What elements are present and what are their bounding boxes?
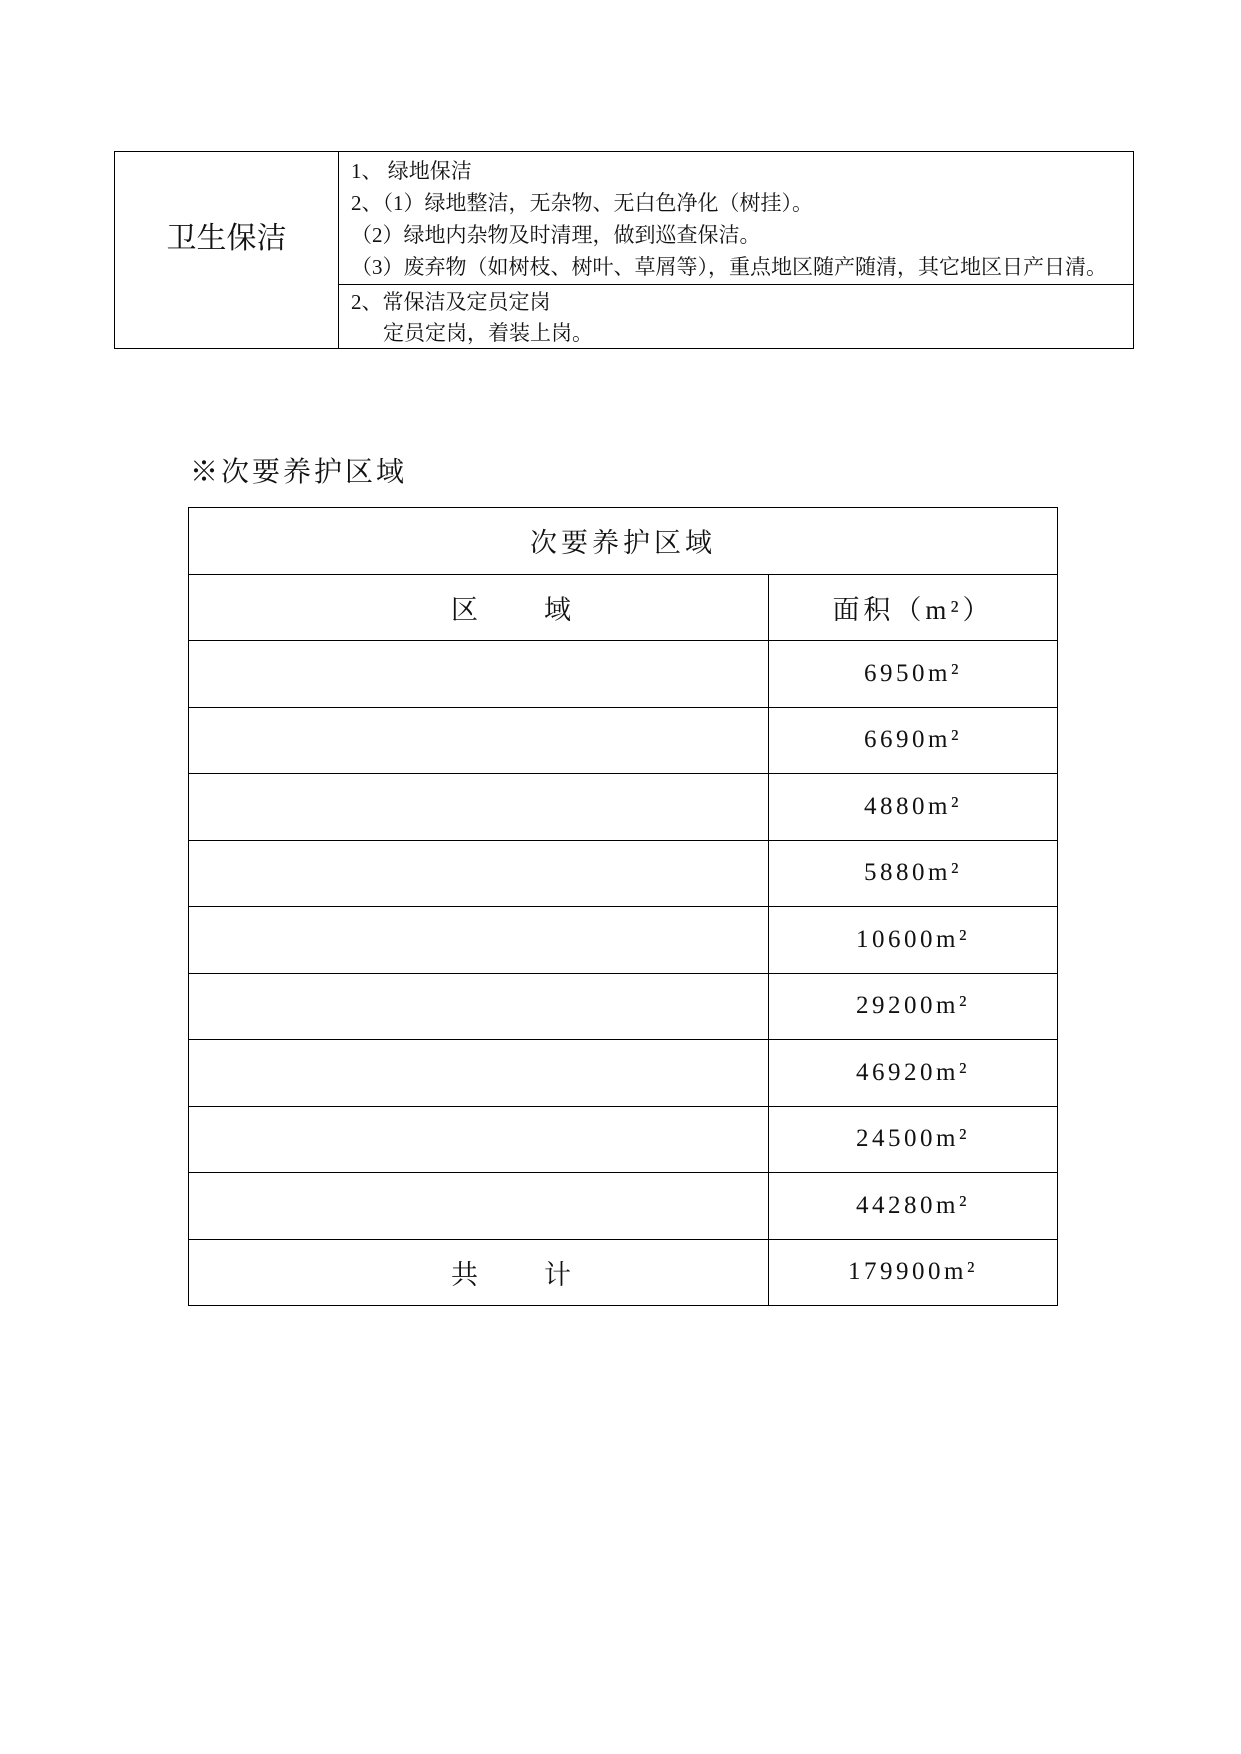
area-name-cell [189, 641, 769, 708]
sanitation-category-label: 卫生保洁 [166, 221, 287, 255]
area-name-cell [189, 1106, 769, 1173]
table-row [189, 1040, 1058, 1107]
area-name-cell [189, 840, 769, 907]
table-row [189, 774, 1058, 841]
secondary-area-table [188, 507, 1058, 1306]
table-title-row [189, 508, 1058, 575]
table-total-row [189, 1239, 1058, 1306]
requirement-line: （2）绿地内杂物及时清理，做到巡查保洁。 [351, 223, 761, 247]
requirement-line: 2、（1）绿地整洁，无杂物、无白色净化（树挂）。 [351, 191, 813, 215]
table-row [189, 973, 1058, 1040]
area-name-cell [189, 1040, 769, 1107]
area-name-cell [189, 707, 769, 774]
area-size-cell: 6950m² [769, 641, 1058, 708]
area-size-cell: 4880m² [769, 774, 1058, 841]
area-size-cell: 24500m² [769, 1106, 1058, 1173]
table-row [189, 1173, 1058, 1240]
table-row [189, 1106, 1058, 1173]
total-value: 179900m² [769, 1239, 1058, 1306]
table-title: 次要养护区域 [189, 508, 1058, 575]
area-size-cell: 10600m² [769, 907, 1058, 974]
staffing-cell [339, 285, 1133, 348]
secondary-area-heading: ※次要养护区域 [190, 457, 408, 488]
sanitation-requirements [339, 152, 1133, 348]
requirement-line: 定员定岗，着装上岗。 [383, 321, 593, 345]
area-name-cell [189, 774, 769, 841]
sanitation-category-cell [115, 152, 339, 348]
area-name-cell [189, 907, 769, 974]
requirement-line: 1、 绿地保洁 [351, 159, 472, 183]
table-row [189, 907, 1058, 974]
area-size-cell: 6690m² [769, 707, 1058, 774]
area-size-cell: 44280m² [769, 1173, 1058, 1240]
table-row [189, 840, 1058, 907]
greenery-cleaning-cell [339, 152, 1133, 285]
header-size: 面积（m²） [769, 574, 1058, 641]
header-area: 区 域 [189, 574, 769, 641]
table-row [189, 641, 1058, 708]
table-header-row [189, 574, 1058, 641]
area-size-cell: 29200m² [769, 973, 1058, 1040]
table-row [189, 707, 1058, 774]
requirement-line: （3）废弃物（如树枝、树叶、草屑等），重点地区随产随清，其它地区日产日清。 [351, 255, 1107, 279]
area-name-cell [189, 1173, 769, 1240]
area-size-cell: 5880m² [769, 840, 1058, 907]
sanitation-table [114, 151, 1134, 349]
requirement-line: 2、常保洁及定员定岗 [351, 290, 551, 314]
total-label: 共 计 [189, 1239, 769, 1306]
area-size-cell: 46920m² [769, 1040, 1058, 1107]
area-name-cell [189, 973, 769, 1040]
